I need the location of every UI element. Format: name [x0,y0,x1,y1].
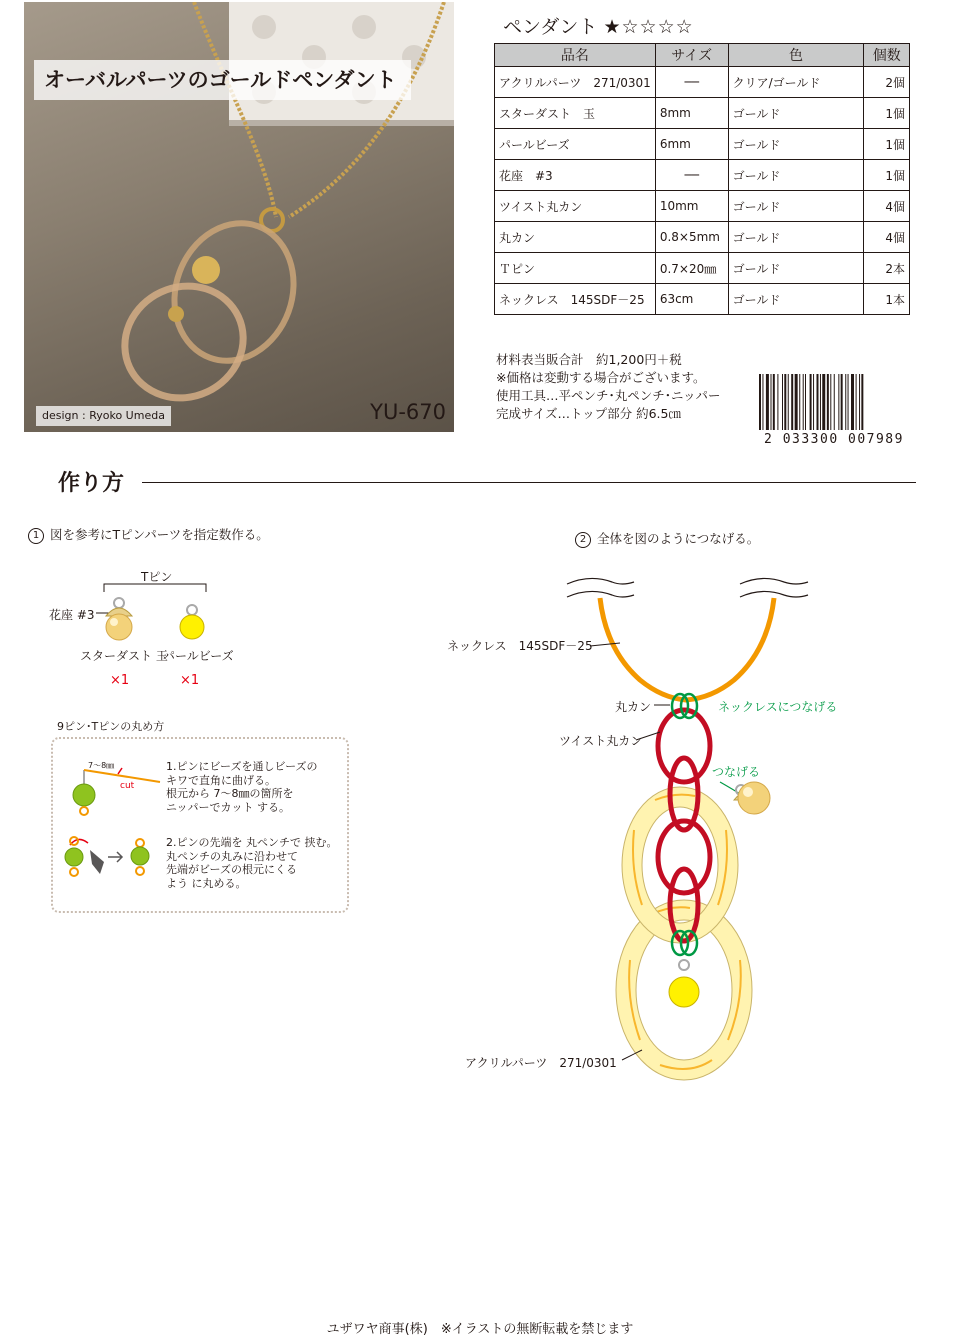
step-1-text: 図を参考にTピンパーツを指定数作る。 [50,527,269,542]
tip-1-line-4: ニッパーでカット する。 [166,800,290,814]
break-mark-left-2 [567,591,634,597]
note-total: 材料表当販合計 約1,200円＋税 [496,352,682,367]
pearl-label: パールビーズ [163,649,234,663]
stardust-count: ×1 [110,673,130,688]
necklace-chain [600,598,774,700]
necklace-label: ネックレス 145SDF－25 [447,639,593,653]
hanaza-label: 花座 #3 [49,608,95,622]
cell-size: 63cm [655,284,728,315]
cell-qty: 1個 [864,160,910,191]
cell-color: ゴールド [728,160,864,191]
howto-title: 作り方 [58,471,125,496]
step-2-text: 全体を図のようにつなげる。 [597,531,760,546]
tip-2-line-4: よう に丸める。 [166,876,247,890]
note-tools: 使用工具…平ペンチ･丸ペンチ･ニッパー [496,388,721,403]
step-1-number: 1 [28,528,44,544]
cell-qty: 1個 [864,98,910,129]
connect-label: つなげる [712,765,761,779]
cell-name: パールビーズ [495,129,656,160]
header-qty: 個数 [864,44,910,67]
cut-label: cut [120,781,135,791]
cell-color: ゴールド [728,222,864,253]
cell-qty: 2個 [864,67,910,98]
tpin-label: Tピン [141,570,173,584]
step-2-number: 2 [575,532,591,548]
cell-color: ゴールド [728,284,864,315]
cell-color: ゴールド [728,98,864,129]
connect-necklace-label: ネックレスにつなげる [718,700,838,714]
tip-2-line-3: 先端がビーズの根元にくる [166,863,298,876]
header-name: 品名 [495,44,656,67]
break-mark-right-1 [740,578,808,584]
marukan-label: 丸カン [615,700,652,714]
footer: ユザワヤ商事(株) ※イラストの無断転載を禁じます [326,1322,634,1337]
stardust-bead-hanging [738,782,770,814]
tip-1-line-3: 根元から 7～8㎜の箇所を [166,787,294,800]
stardust-label: スターダスト 玉 [80,649,168,663]
header-size: サイズ [655,44,728,67]
header-color: 色 [728,44,864,67]
cell-name: ツイスト丸カン [495,191,656,222]
cell-color: ゴールド [728,253,864,284]
cell-color: クリア/ゴールド [728,67,864,98]
acrylic-label: アクリルパーツ 271/0301 [465,1056,617,1070]
photo-title: オーバルパーツのゴールドペンダント [34,60,411,100]
cell-qty: 2本 [864,253,910,284]
break-mark-left-1 [567,578,634,584]
note-price-change: ※価格は変動する場合がございます。 [496,370,706,385]
cell-color: ゴールド [728,191,864,222]
photo-credit: design : Ryoko Umeda [36,406,171,426]
cell-name: Ｔピン [495,253,656,284]
cell-size: ── [655,160,728,191]
tip-1-line-1: 1.ピンにビーズを通しビーズの [166,760,318,773]
pearl-count: ×1 [180,673,200,688]
cell-size: 10mm [655,191,728,222]
stardust-highlight-2 [743,787,753,797]
cell-name: 丸カン [495,222,656,253]
cell-name: ネックレス 145SDF－25 [495,284,656,315]
product-code: YU-670 [370,400,446,424]
cell-name: スターダスト 玉 [495,98,656,129]
twist-ring-1 [658,710,710,782]
tip-2-line-1: 2.ピンの先端を 丸ペンチで 挟む。 [166,836,338,849]
cell-qty: 1個 [864,129,910,160]
cell-size: 0.8×5mm [655,222,728,253]
cell-size: 0.7×20㎜ [655,253,728,284]
difficulty-stars: ★☆☆☆☆ [603,16,694,38]
cell-color: ゴールド [728,129,864,160]
cell-qty: 4個 [864,191,910,222]
cell-name: 花座 #3 [495,160,656,191]
tip-2-line-2: 丸ペンチの丸みに沿わせて [166,849,298,863]
cell-qty: 1本 [864,284,910,315]
product-name: ペンダント [503,16,598,38]
break-mark-right-2 [740,591,808,597]
cell-size: 8mm [655,98,728,129]
measure-label: 7～8㎜ [88,761,115,770]
barcode-number: 2 033300 007989 [764,432,904,447]
note-size: 完成サイズ…トップ部分 約6.5㎝ [496,406,681,421]
twist-ring-label: ツイスト丸カン [559,734,643,748]
tip-1-line-2: キワで直角に曲げる。 [166,773,276,787]
tips-heading: 9ピン･Tピンの丸め方 [57,720,165,733]
cell-name: アクリルパーツ 271/0301 [495,67,656,98]
pearl-bead-hanging [669,977,699,1007]
cell-size: 6mm [655,129,728,160]
cell-qty: 4個 [864,222,910,253]
cell-size: ── [655,67,728,98]
pearl-pin-loop [679,960,689,970]
